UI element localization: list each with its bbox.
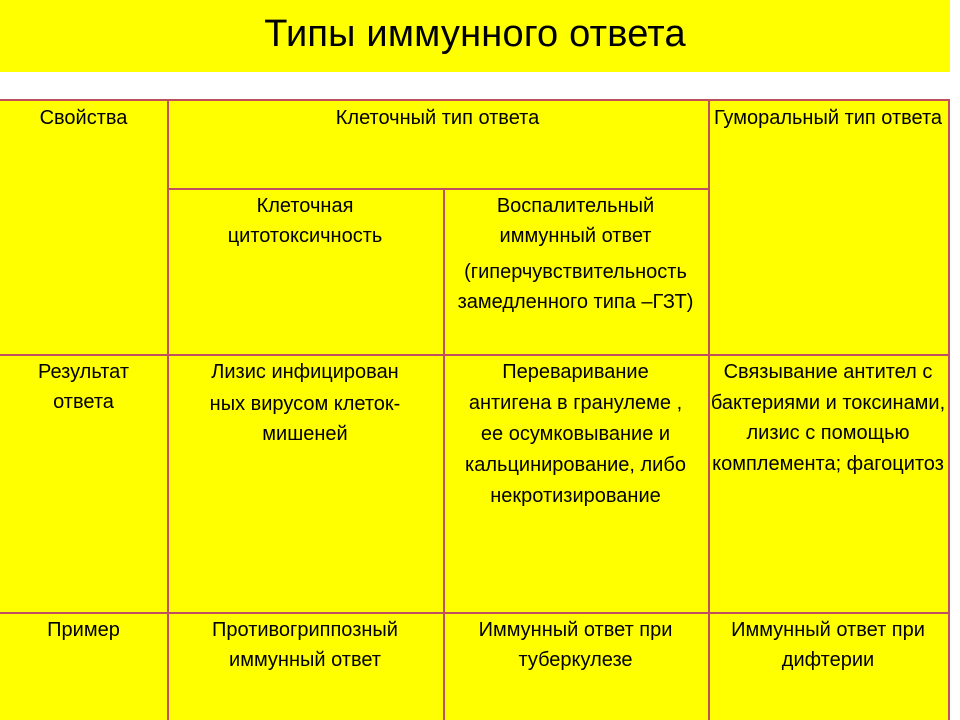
result-inflammatory: Переваривание антигена в гранулеме , ее осумковывание и кальцинирование, либо некротизирование: [465, 361, 686, 507]
result-cytotoxicity: [167, 355, 443, 449]
immune-response-table: [0, 99, 950, 720]
row-label-result: Результат ответа: [38, 361, 129, 413]
header-inflammatory-note: (гиперчувствительность замедленного типа –ГЗТ): [457, 261, 694, 313]
result-cytotoxicity-line1: Лизис инфицирован: [211, 361, 399, 383]
header-inflammatory: [443, 189, 708, 317]
title-bar: [0, 0, 950, 72]
row-label-example: Пример: [47, 619, 120, 641]
example-inflammatory: Иммунный ответ при туберкулезе: [478, 619, 673, 671]
result-humoral: Связывание антител с бактериями и токсинами, лизис с помощью комплемента; фагоцитоз: [710, 361, 946, 475]
header-cytotoxicity: Клеточная цитотоксичность: [227, 195, 383, 247]
header-cellular: Клеточный тип ответа: [335, 107, 540, 129]
header-properties: Свойства: [39, 107, 128, 129]
example-cytotoxicity: Противогриппозный иммунный ответ: [212, 619, 398, 671]
example-humoral: Иммунный ответ при дифтерии: [731, 619, 925, 671]
page-title: Типы иммунного ответа: [264, 12, 686, 55]
header-inflammatory-title: Воспалительный иммунный ответ: [496, 195, 655, 247]
header-humoral: Гуморальный тип ответа: [713, 107, 943, 129]
result-cytotoxicity-line2: ных вирусом клеток-мишеней: [209, 393, 401, 445]
